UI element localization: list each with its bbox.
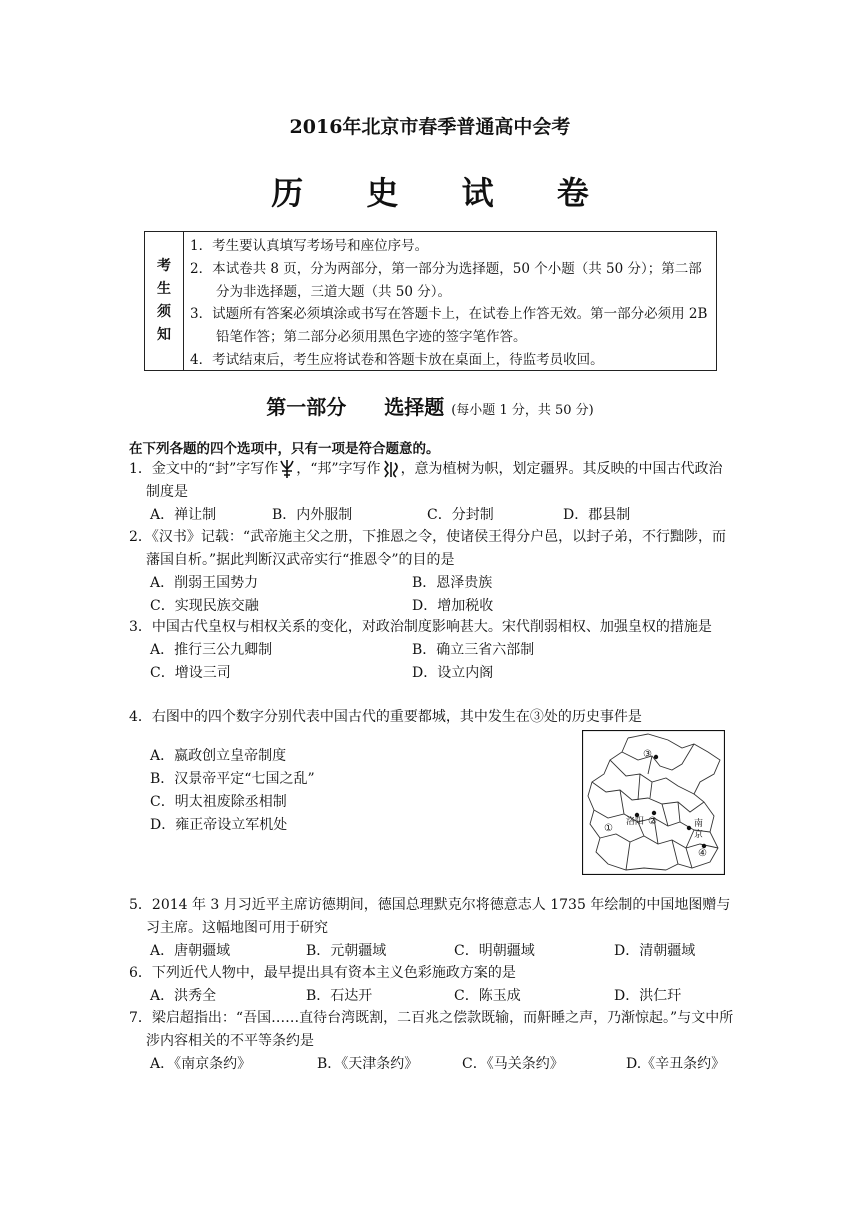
option-c[interactable]: C．《马关条约》 [462,1056,564,1072]
option-b[interactable]: B．确立三省六部制 [412,642,535,658]
option-a[interactable]: A．《南京条约》 [150,1056,252,1072]
map-label-4: ④ [698,848,707,859]
bang-glyph-icon [381,459,401,479]
option-a[interactable]: A．推行三公九卿制 [150,642,273,658]
map-label-3: ③ [643,749,652,760]
notice-item: 2．本试卷共 8 页，分为两部分，第一部分为选择题，50 个小题（共 50 分）；第二部分为非选择题，三道大题（共 50 分）。 [190,260,702,300]
map-label-jing: 京 [694,830,704,840]
option-b[interactable]: B．内外服制 [272,507,353,523]
question-7 [129,1007,735,1076]
map-label-2: ② [648,816,657,827]
question-stem: 6．下列近代人物中，最早提出具有资本主义色彩施政方案的是 [129,965,516,981]
option-c[interactable]: C．增设三司 [150,665,231,681]
section-name: 第一部分 [266,395,347,419]
stem-part: ，“邦”字写作 [296,461,381,477]
section-type: 选择题 [384,395,445,419]
option-b[interactable]: B．汉景帝平定“七国之乱” [150,771,315,787]
notice-item: 4．考试结束后，考生应将试卷和答题卡放在桌面上，待监考员收回。 [190,351,604,368]
option-a[interactable]: A．洪秀全 [150,988,217,1004]
notice-box [144,231,717,371]
section-heading [0,391,860,420]
option-c[interactable]: C．陈玉成 [454,988,521,1004]
option-c[interactable]: C．明朝疆域 [454,943,535,959]
notice-item: 3．试题所有答案必须填涂或书写在答题卡上，在试卷上作答无效。第一部分必须用 2B 铅笔作答；第二部分必须用黑色字迹的签字笔作答。 [190,306,708,346]
question-1 [129,458,735,527]
exam-title: 2016年北京市春季普通高中会考 [289,116,571,138]
options [129,572,735,618]
section-note: (每小题 1 分，共 50 分) [451,403,594,418]
option-c[interactable]: C．实现民族交融 [150,598,259,614]
option-d[interactable]: D.《辛丑条约》 [626,1056,726,1072]
option-d[interactable]: D．增加税收 [412,598,494,614]
question-stem: 4．右图中的四个数字分别代表中国古代的重要都城，其中发生在③处的历史事件是 [129,709,642,725]
subject-title: 历 史 试 卷 [271,174,615,212]
question-stem [129,458,735,504]
question-2 [129,526,735,618]
option-d[interactable]: D．洪仁玕 [614,988,682,1004]
stem-part: ，意为植树为帜，划定疆界。其反映的中国古代政治制度是 [146,461,723,500]
question-stem: 7．梁启超指出：“吾国……直待台湾既割，二百兆之偿款既输，而鼾睡之声，乃渐惊起。”与文中所涉内容相关的不平等条约是 [129,1010,734,1049]
option-a[interactable]: A．嬴政创立皇帝制度 [150,748,287,764]
option-b[interactable]: B．《天津条约》 [317,1056,419,1072]
map-label-nan: 南 [694,819,704,829]
notice-items [184,232,716,370]
notice-label-char: 知 [157,327,171,343]
option-a[interactable]: A．禅让制 [150,507,217,523]
question-6 [129,962,735,1008]
question-3 [129,616,735,685]
options [129,639,735,685]
notice-label-char: 须 [157,304,171,320]
stem-part: 1．金文中的“封”字写作 [129,461,279,477]
map-label-luoyang: 洛阳 [626,817,645,827]
feng-glyph-icon [278,459,296,479]
option-c[interactable]: C．分封制 [427,507,494,523]
option-b[interactable]: B．石达开 [306,988,373,1004]
notice-label-char: 考 [157,258,171,274]
option-d[interactable]: D．雍正帝设立军机处 [150,817,288,833]
notice-label [145,232,184,370]
map-label-1: ① [604,823,613,834]
options [129,504,735,527]
options [129,1053,735,1076]
question-5 [129,894,735,963]
option-d[interactable]: D．清朝疆域 [614,943,696,959]
ancient-capitals-map [582,730,725,875]
instruction: 在下列各题的四个选项中，只有一项是符合题意的。 [129,441,440,457]
option-b[interactable]: B．恩泽贵族 [412,575,493,591]
option-a[interactable]: A．唐朝疆域 [150,943,231,959]
question-stem: 2．《汉书》记载：“武帝施主父之册，下推恩之令，使诸侯王得分户邑，以封子弟，不行黜陟，而藩国自析。”据此判断汉武帝实行“推恩令”的目的是 [129,529,727,568]
option-a[interactable]: A．削弱王国势力 [150,575,259,591]
options [129,985,735,1008]
notice-label-char: 生 [157,281,171,297]
notice-item: 1．考生要认真填写考场号和座位序号。 [190,238,429,254]
option-d[interactable]: D．郡县制 [563,507,631,523]
option-d[interactable]: D．设立内阁 [412,665,494,681]
question-stem: 3．中国古代皇权与相权关系的变化，对政治制度影响甚大。宋代削弱相权、加强皇权的措施是 [129,619,712,635]
options [129,940,735,963]
question-stem: 5．2014 年 3 月习近平主席访德期间，德国总理默克尔将德意志人 1735 年绘制的中国地图赠与习主席。这幅地图可用于研究 [129,897,731,936]
option-c[interactable]: C．明太祖废除丞相制 [150,794,287,810]
option-b[interactable]: B．元朝疆域 [306,943,387,959]
